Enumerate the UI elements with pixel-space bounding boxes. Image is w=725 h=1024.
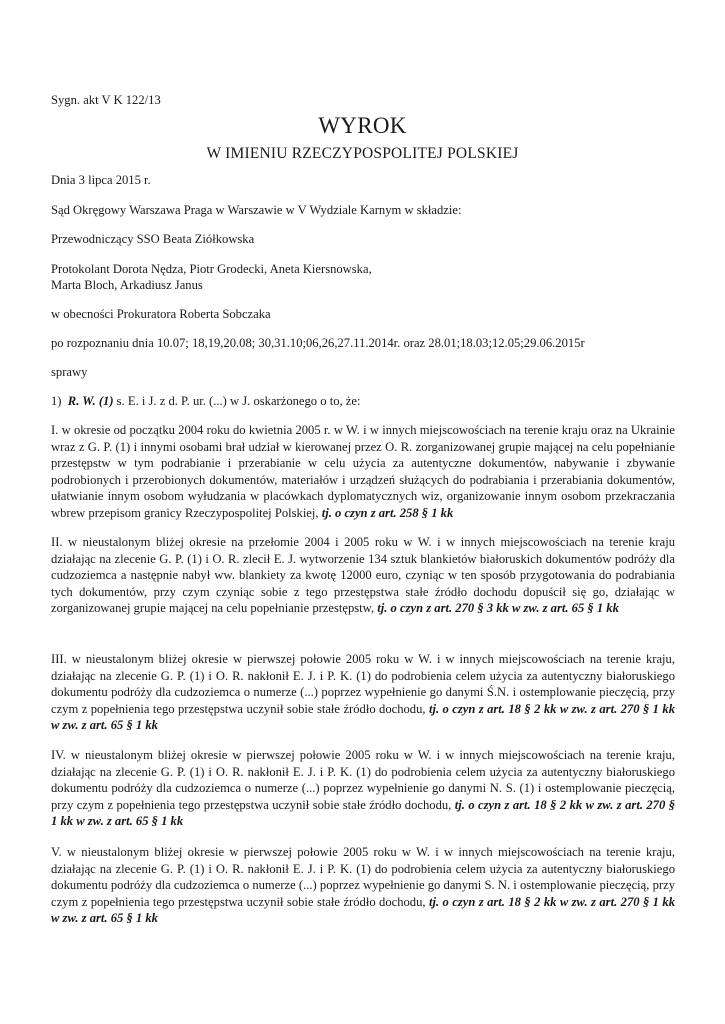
defendant-number: 1): [51, 394, 62, 408]
charge-text: II. w nieustalonym bliżej okresie na przełomie 2004 i 2005 roku w W. i w innych miejscowościach na terenie kraju działając na zlecenie G. P. (1) i O. R. zlecił E. J. wytworzenie 134 sztuk blankietów białoruskich dokumentów podróży dla cudzoziemca a następnie nabył ww. blankiety za kwotę 12000 euro, czyniąc w ten sposób przygotowania do podrabiania tych dokumentów, przy czym czyniąc sobie z tego przestępstwa stałe źródło dochodu dopuścił się go, działając w zorganizowanej grupie mającej na celu popełnianie przestępstw,: [51, 535, 675, 615]
charge-text: III. w nieustalonym bliżej okresie w pierwszej połowie 2005 roku w W. i w innych miejscowościach na terenie kraju, działając na zlecenie G. P. (1) i O. R. nakłonił E. J. i P. K. (1) do podrobienia celem użycia za autentyczny białoruskiego dokumentu podróży dla cudzoziemca o numerze (...) poprzez wypełnienie go danymi Ś.N. i ostemplowanie pieczęcią, przy czym z popełnienia tego przestępstwa uczynił sobie stałe źródło dochodu,: [51, 652, 675, 716]
court-composition: Sąd Okręgowy Warszawa Praga w Warszawie w V Wydziale Karnym w składzie:: [51, 203, 462, 217]
recorders-line-1: Protokolant Dorota Nędza, Piotr Grodecki, Aneta Kiersnowska,: [51, 262, 372, 276]
charge-legal-basis: tj. o czyn z art. 258 § 1 kk: [321, 505, 454, 520]
judgment-subtitle: W IMIENIU RZECZYPOSPOLITEJ POLSKIEJ: [206, 145, 519, 162]
charge-paragraph: [51, 651, 675, 734]
case-number: Sygn. akt V K 122/13: [51, 93, 161, 107]
charge-paragraph: [51, 747, 675, 830]
charge-paragraph: [51, 844, 675, 927]
recorders-line-2: Marta Bloch, Arkadiusz Janus: [51, 278, 203, 292]
charge-paragraph: [51, 422, 675, 521]
charge-legal-basis: tj. o czyn z art. 18 § 2 kk w zw. z art. 270 § 1 kk w zw. z art. 65 § 1 kk: [51, 894, 675, 925]
charge-legal-basis: tj. o czyn z art. 18 § 2 kk w zw. z art. 270 § 1 kk w zw. z art. 65 § 1 kk: [51, 797, 675, 828]
charge-paragraph: [51, 534, 675, 617]
case-word: sprawy: [51, 365, 88, 379]
judgment-title: WYROK: [318, 113, 407, 138]
defendant-details: s. E. i J. z d. P. ur. (...) w J. oskarżonego o to, że:: [116, 394, 361, 408]
charge-text: I. w okresie od początku 2004 roku do kwietnia 2005 r. w W. i w innych miejscowościach na terenie kraju oraz na Ukrainie wraz z G. P. (1) i innymi osobami brał udział w kierowanej przez O. R. zorganizowanej grupie mającej na celu popełnianie przestępstw w tym podrabianie i przerabianie w celu użycia za autentyczne dokumentów, nabywanie i zbywanie podrobionych i przerobionych dokumentów, materiałów i urządzeń służących do podrabiania i przerabiania dokumentów, ułatwianie innym osobom wyłudzania w placówkach dyplomatycznych wiz, organizowanie innym osobom przekraczania wbrew przepisom granicy Rzeczypospolitej Polskiej,: [51, 423, 675, 520]
prosecutor: w obecności Prokuratora Roberta Sobczaka: [51, 307, 271, 321]
presiding-judge: Przewodniczący SSO Beata Ziółkowska: [51, 232, 255, 246]
defendant-name: R. W. (1): [67, 394, 114, 408]
judgment-date: Dnia 3 lipca 2015 r.: [51, 173, 151, 187]
charge-legal-basis: tj. o czyn z art. 18 § 2 kk w zw. z art. 270 § 1 kk w zw. z art. 65 § 1 kk: [51, 701, 675, 732]
charge-text: V. w nieustalonym bliżej okresie w pierwszej połowie 2005 roku w W. i w innych miejscowościach na terenie kraju, działając na zlecenie G. P. (1) i O. R. nakłonił E. J. i P. K. (1) do podrobienia celem użycia za autentyczny białoruskiego dokumentu podróży dla cudzoziemca o numerze (...) poprzez wypełnienie go danymi S. N. i ostemplowanie pieczęcią, przy czym z popełnienia tego przestępstwa uczynił sobie stałe źródło dochodu,: [51, 845, 675, 909]
charge-legal-basis: tj. o czyn z art. 270 § 3 kk w zw. z art. 65 § 1 kk: [377, 601, 619, 615]
hearing-dates: po rozpoznaniu dnia 10.07; 18,19,20.08; 30,31.10;06,26,27.11.2014r. oraz 28.01;18.03;12.05;29.06.2015r: [51, 336, 585, 350]
defendant-line: [51, 393, 675, 410]
charge-text: IV. w nieustalonym bliżej okresie w pierwszej połowie 2005 roku w W. i w innych miejscowościach na terenie kraju, działając na zlecenie G. P. (1) i O. R. nakłonił E. J. i P. K. (1) do podrobienia celem użycia za autentyczny białoruskiego dokumentu podróży dla cudzoziemca o numerze (...) poprzez wypełnienie go danymi N. S. (1) i ostemplowanie pieczęcią, przy czym z popełnienia tego przestępstwa uczynił sobie stałe źródło dochodu,: [51, 748, 675, 812]
